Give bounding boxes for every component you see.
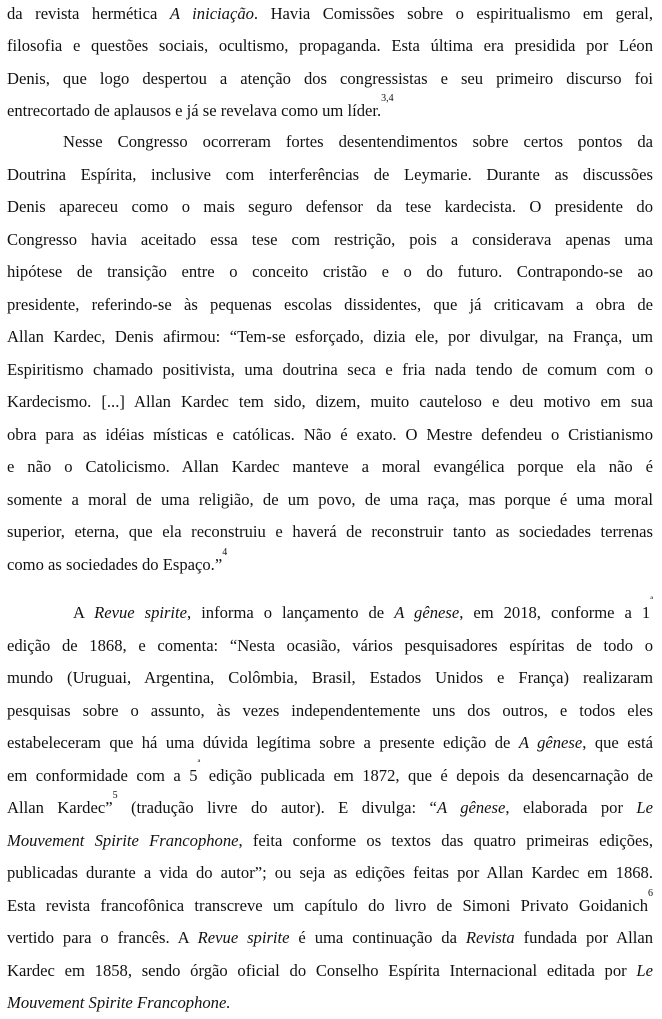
italic-text: Le [636,961,653,980]
text-line [7,0,653,30]
footnote-ref: 3,4 [381,93,394,104]
text-line [7,321,653,353]
text-line [7,289,653,321]
text-line [7,224,653,256]
italic-text: A gênese [436,798,506,817]
footnote-ref: ª [197,758,201,769]
text: fundada por Allan [514,928,653,947]
text: Allan Kardec” [7,798,113,817]
italic-text: Mouvement Spirite Francophone. [7,993,231,1012]
text: , informa o lançamento de [187,603,395,622]
footnote-ref: 4 [222,547,228,558]
text-line [7,95,653,127]
text: e não o Catolicismo. Allan Kardec manteve a moral evangélica porque ela não é [7,457,653,476]
text: , em 2018, conforme a 1 [459,603,651,622]
text-line [7,597,653,629]
text-line [7,516,653,548]
text: estabeleceram que há uma dúvida legítima sobre a presente edição de [7,733,519,752]
text: edição publicada em 1872, que é depois da desencarnação de [200,766,654,785]
text-line [7,386,653,418]
text: hipótese de transição entre o conceito cristão e o do futuro. Contrapondo-se ao [7,262,653,281]
text: . Havia Comissões sobre o espiritualismo em geral, [253,4,653,23]
text: em conformidade com a 5 [7,766,198,785]
text: Espiritismo chamado positivista, uma doutrina seca e fria nada tendo de comum com o [7,360,653,379]
text: (tradução livre do autor). E divulga: “ [117,798,437,817]
text-line [7,256,653,288]
text-line [7,63,653,95]
text: presidente, referindo-se às pequenas escolas dissidentes, que já criticavam a obra de [7,295,653,314]
text-line [7,354,653,386]
text: mundo (Uruguai, Argentina, Colômbia, Brasil, Estados Unidos e França) realizaram [7,668,653,687]
italic-text: A gênese [394,603,460,622]
italic-text: Mouvement Spirite Francophone [7,831,239,850]
text: somente a moral de uma religião, de um povo, de uma raça, mas porque é uma moral [7,490,653,509]
text-line [7,857,653,889]
text-line [7,549,653,581]
text: edição de 1868, e comenta: “Nesta ocasião, vários pesquisadores espíritas de todo o [7,636,653,655]
text: Doutrina Espírita, inclusive com interferências de Leymarie. Durante as discussões [7,165,653,184]
text: A [73,603,95,622]
text-line [7,987,653,1019]
text-line [7,825,653,857]
text: como as sociedades do Espaço.” [7,555,223,574]
italic-text: A iniciação [169,4,254,23]
italic-text: Revue spirite [197,928,290,947]
text: vertido para o francês. A [7,928,198,947]
text-line [7,662,653,694]
footnote-ref: 6 [648,888,653,899]
text: da revista hermética [7,4,170,23]
text: Esta revista francofônica transcreve um capítulo do livro de Simoni Privato Goidanich [7,896,648,915]
footnote-ref: ª [650,595,653,606]
text: Allan Kardec, Denis afirmou: “Tem-se esforçado, dizia ele, por divulgar, na França, um [7,327,653,346]
italic-text: Revue spirite [94,603,188,622]
text-line [7,792,653,824]
text-line [7,191,653,223]
text-line [7,484,653,516]
text-line [7,419,653,451]
text-line [7,695,653,727]
text: Denis, que logo despertou a atenção dos congressistas e seu primeiro discurso foi [7,69,653,88]
text-line [7,126,653,158]
footnote-ref: 5 [112,790,118,801]
text: , feita conforme os textos das quatro primeiras edições, [238,831,653,850]
text-line [7,727,653,759]
text-line [7,630,653,662]
text: superior, eterna, que ela reconstruiu e haverá de reconstruir tanto as sociedades terrenas [7,522,653,541]
text-line [7,159,653,191]
text: obra para as idéias místicas e católicas. Não é exato. O Mestre defendeu o Cristianismo [7,425,653,444]
text: é uma continuação da [289,928,466,947]
text: Congresso havia aceitado essa tese com restrição, pois a considerava apenas uma [7,230,653,249]
text: , elaborada por [505,798,637,817]
text: , que está [582,733,653,752]
text-line [7,955,653,987]
text: entrecortado de aplausos e já se revelava como um líder. [7,101,382,120]
italic-text: Le [636,798,654,817]
text-line [7,451,653,483]
text-line [7,890,653,922]
text-line [7,30,653,62]
text: Nesse Congresso ocorreram fortes desentendimentos sobre certos pontos da [63,132,653,151]
text-line [7,760,653,792]
text: Denis apareceu como o mais seguro defensor da tese kardecista. O presidente do [7,197,653,216]
text: publicadas durante a vida do autor”; ou seja as edições feitas por Allan Kardec em 1868. [7,863,653,882]
text: filosofia e questões sociais, ocultismo, propaganda. Esta última era presidida por Léon [7,36,653,55]
italic-text: A gênese [518,733,583,752]
text-line [7,922,653,954]
italic-text: Revista [465,928,515,947]
text: Kardecismo. [...] Allan Kardec tem sido, dizem, muito cauteloso e deu motivo em sua [7,392,653,411]
text: Kardec em 1858, sendo órgão oficial do Conselho Espírita Internacional editada por [7,961,637,980]
text: pesquisas sobre o assunto, às vezes independentemente uns dos outros, e todos eles [7,701,653,720]
